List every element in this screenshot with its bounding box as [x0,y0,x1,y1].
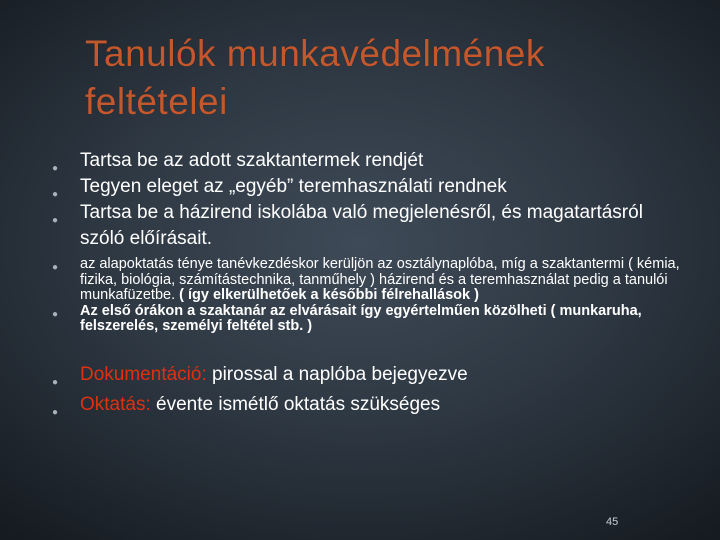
slide-title: Tanulók munkavédelmének feltételei [85,33,545,122]
bullet-item [52,392,692,418]
bullet-icon: ● [52,215,59,226]
bullet-text: évente ismétlő oktatás szükséges [150,393,441,415]
bullet-text: Tartsa be az adott szaktantermek rendjét [80,150,424,171]
bullet-text: Tartsa be a házirend iskolába való megjelenésről, és magatartásról szóló előírásait. [80,202,643,249]
bullet-item [52,200,692,252]
bullet-icon: ● [52,406,59,418]
bullet-icon: ● [52,262,59,273]
bullet-text-bold: Az első órákon a szaktanár az elvárásait így egyértelműen közölheti ( munkaruha, felszerelés, személyi feltétel stb. ) [80,302,642,334]
bullet-item [52,362,692,388]
bullet-icon: ● [52,376,59,388]
bullet-label: Dokumentáció: [80,363,207,385]
bullet-icon: ● [52,308,59,320]
bullet-icon: ● [52,163,59,174]
bullet-list [52,148,692,418]
bullet-icon: ● [52,189,59,200]
bullet-item [52,304,692,335]
page-number: 45 [606,516,619,528]
bullet-text-bold: ( így elkerülhetőek a későbbi félrehallások ) [179,287,479,303]
bullet-text: Tegyen eleget az „egyéb” teremhasználati rendnek [80,176,507,197]
bullet-text: az alapoktatás ténye tanévkezdéskor kerüljön az osztálynaplóba, míg a szaktantermi ( kémia, fizika, biológia, számítástechnika, tanműhely ) házirend és a teremhasználat pedig a tanulói munkafüzetbe. [80,256,680,303]
bullet-item [52,148,692,174]
bullet-label: Oktatás: [80,393,151,415]
bullet-item [52,257,692,304]
bullet-item [52,174,692,200]
bullet-text: pirossal a naplóba bejegyezve [206,363,468,385]
